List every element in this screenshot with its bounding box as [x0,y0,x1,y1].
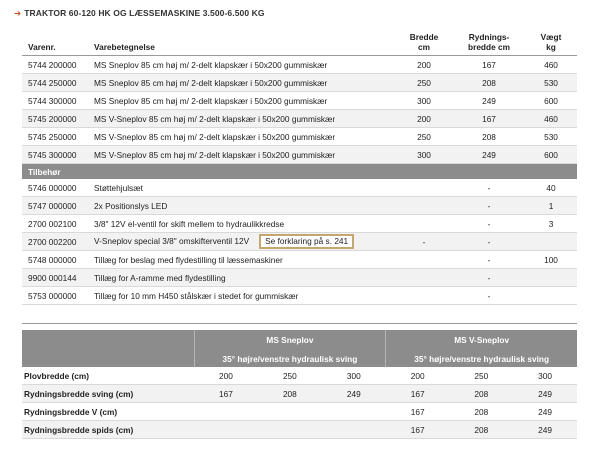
table-row [22,56,577,74]
cell-bredde [401,287,447,305]
cell-desc: Støttehjulsæt [94,182,143,193]
col-header-desc: Varebetegnelse [94,42,155,52]
spec-row [22,385,577,403]
arrow-right-icon: ➔ [14,8,22,18]
table-row [22,92,577,110]
spec-cell [322,403,386,421]
table-row [22,197,577,215]
cell-desc: MS V-Sneplov 85 cm høj m/ 2-delt klapskær i 50x200 gummiskær [94,131,336,142]
cell-varenr: 5744 300000 [28,95,77,106]
cell-desc: MS V-Sneplov 85 cm høj m/ 2-delt klapskær i 50x200 gummiskær [94,149,336,160]
spec-cell: 208 [450,385,514,403]
spec-cell: 250 [450,367,514,385]
cell-rydning: 167 [482,113,496,124]
cell-bredde: 300 [417,95,431,106]
table-row [22,215,577,233]
cell-desc-text: V-Sneplov special 3/8" omskifterventil 12V [94,236,250,246]
spec-sub-ms: 35° højre/venstre hydraulisk sving [194,350,386,367]
cell-rydning: - [487,290,491,301]
spec-cell: 249 [322,385,386,403]
cell-rydning: - [487,272,491,283]
cell-rydning: 249 [482,149,496,160]
cell-vaegt: 3 [548,218,554,229]
spec-cell: 208 [450,403,514,421]
product-table [22,24,577,305]
col-header-varenr: Varenr. [28,42,56,52]
cell-bredde: 200 [417,59,431,70]
spec-table [22,330,577,439]
cell-rydning: - [487,218,491,229]
spec-cell: 249 [513,385,577,403]
cell-varenr: 5745 250000 [28,131,77,142]
cell-desc: MS Sneplov 85 cm høj m/ 2-delt klapskær i 50x200 gummiskær [94,59,328,70]
cell-vaegt: 530 [544,77,558,88]
cell-bredde [401,269,447,287]
table-row [22,110,577,128]
table-row [22,269,577,287]
spec-cell: 167 [194,385,258,403]
cell-varenr: 5744 250000 [28,77,77,88]
cell-vaegt: 1 [548,200,554,211]
cell-bredde [401,215,447,233]
spec-header-blank [22,350,194,367]
cell-bredde: 250 [417,77,431,88]
cell-vaegt: 40 [546,182,556,193]
col-header-bredde: Bredde cm [409,32,439,52]
cell-desc: MS Sneplov 85 cm høj m/ 2-delt klapskær i 50x200 gummiskær [94,95,328,106]
spec-cell: 208 [450,421,514,439]
cell-varenr: 9900 000144 [28,272,77,283]
spec-cell [258,403,322,421]
spec-cell: 208 [258,385,322,403]
cell-rydning: 208 [482,131,496,142]
cell-vaegt: 530 [544,131,558,142]
spec-cell: 167 [386,421,450,439]
cell-rydning: 249 [482,95,496,106]
cell-bredde: 200 [417,113,431,124]
cell-varenr: 5745 300000 [28,149,77,160]
cell-vaegt: 100 [544,254,558,265]
cell-vaegt: 600 [544,149,558,160]
spec-row [22,367,577,385]
section-title [14,8,265,19]
cell-bredde [401,251,447,269]
cell-desc: Tillæg for beslag med flydestilling til læssemaskiner [94,254,283,265]
spec-header-blank [22,330,194,350]
spec-group-header-row [22,330,577,350]
cell-varenr: 5746 000000 [28,182,77,193]
spec-cell: 250 [258,367,322,385]
spec-row-label: Plovbredde (cm) [22,367,194,385]
cell-vaegt: 460 [544,59,558,70]
table-row [22,128,577,146]
spec-row-label: Rydningsbredde spids (cm) [22,421,194,439]
cell-bredde: 250 [417,131,431,142]
cell-desc: Tillæg for 10 mm H450 stålskær i stedet for gummiskær [94,290,299,301]
spec-cell: 200 [194,367,258,385]
spec-cell [194,403,258,421]
cell-bredde: - [422,236,426,247]
cell-varenr: 2700 002100 [28,218,77,229]
page-reference-callout: Se forklaring på s. 241 [259,234,354,249]
section-title-text: TRAKTOR 60-120 HK OG LÆSSEMASKINE 3.500-6.500 KG [24,8,265,18]
cell-desc: Tillæg for A-ramme med flydestilling [94,272,226,283]
col-header-rydning: Rydnings- bredde cm [468,32,510,52]
divider [22,323,577,324]
cell-bredde [401,197,447,215]
table-row [22,179,577,197]
spec-row [22,421,577,439]
table-row [22,287,577,305]
spec-group-ms: MS Sneplov [194,330,386,350]
spec-cell: 167 [386,403,450,421]
col-header-vaegt: Vægt kg [540,32,562,52]
cell-bredde: 300 [417,149,431,160]
cell-varenr: 5747 000000 [28,200,77,211]
spec-cell [194,421,258,439]
table-row [22,74,577,92]
cell-bredde [401,179,447,197]
spec-cell: 300 [513,367,577,385]
spec-group-msv: MS V-Sneplov [386,330,577,350]
spec-cell: 300 [322,367,386,385]
cell-rydning: - [487,254,491,265]
cell-varenr: 5745 200000 [28,113,77,124]
cell-desc: 3/8" 12V el-ventil for skift mellem to hydraulikkredse [94,218,285,229]
spec-cell: 200 [386,367,450,385]
cell-vaegt [531,287,577,305]
spec-cell [322,421,386,439]
spec-sub-header-row [22,350,577,367]
cell-rydning: 167 [482,59,496,70]
table-row [22,251,577,269]
table-header-row [22,24,577,56]
table-row [22,146,577,164]
cell-rydning: 208 [482,77,496,88]
cell-varenr: 5748 000000 [28,254,77,265]
cell-varenr: 5753 000000 [28,290,77,301]
cell-desc: MS V-Sneplov 85 cm høj m/ 2-delt klapskær i 50x200 gummiskær [94,113,336,124]
table-row [22,233,577,251]
spec-cell: 249 [513,403,577,421]
spec-cell: 249 [513,421,577,439]
accessories-label: Tilbehør [22,164,577,180]
cell-rydning: - [487,200,491,211]
spec-cell: 167 [386,385,450,403]
cell-varenr: 5744 200000 [28,59,77,70]
cell-desc: 2x Positionslys LED [94,200,168,211]
spec-row [22,403,577,421]
cell-vaegt: 600 [544,95,558,106]
cell-desc: MS Sneplov 85 cm høj m/ 2-delt klapskær i 50x200 gummiskær [94,77,328,88]
cell-vaegt [531,269,577,287]
cell-varenr: 2700 002200 [28,236,77,247]
spec-cell [258,421,322,439]
spec-sub-msv: 35° højre/venstre hydraulisk sving [386,350,577,367]
cell-vaegt [531,233,577,251]
accessories-header-row [22,164,577,180]
cell-rydning: - [487,182,491,193]
spec-row-label: Rydningsbredde sving (cm) [22,385,194,403]
cell-desc [94,233,401,251]
cell-vaegt: 460 [544,113,558,124]
cell-rydning: - [487,236,491,247]
spec-row-label: Rydningsbredde V (cm) [22,403,194,421]
